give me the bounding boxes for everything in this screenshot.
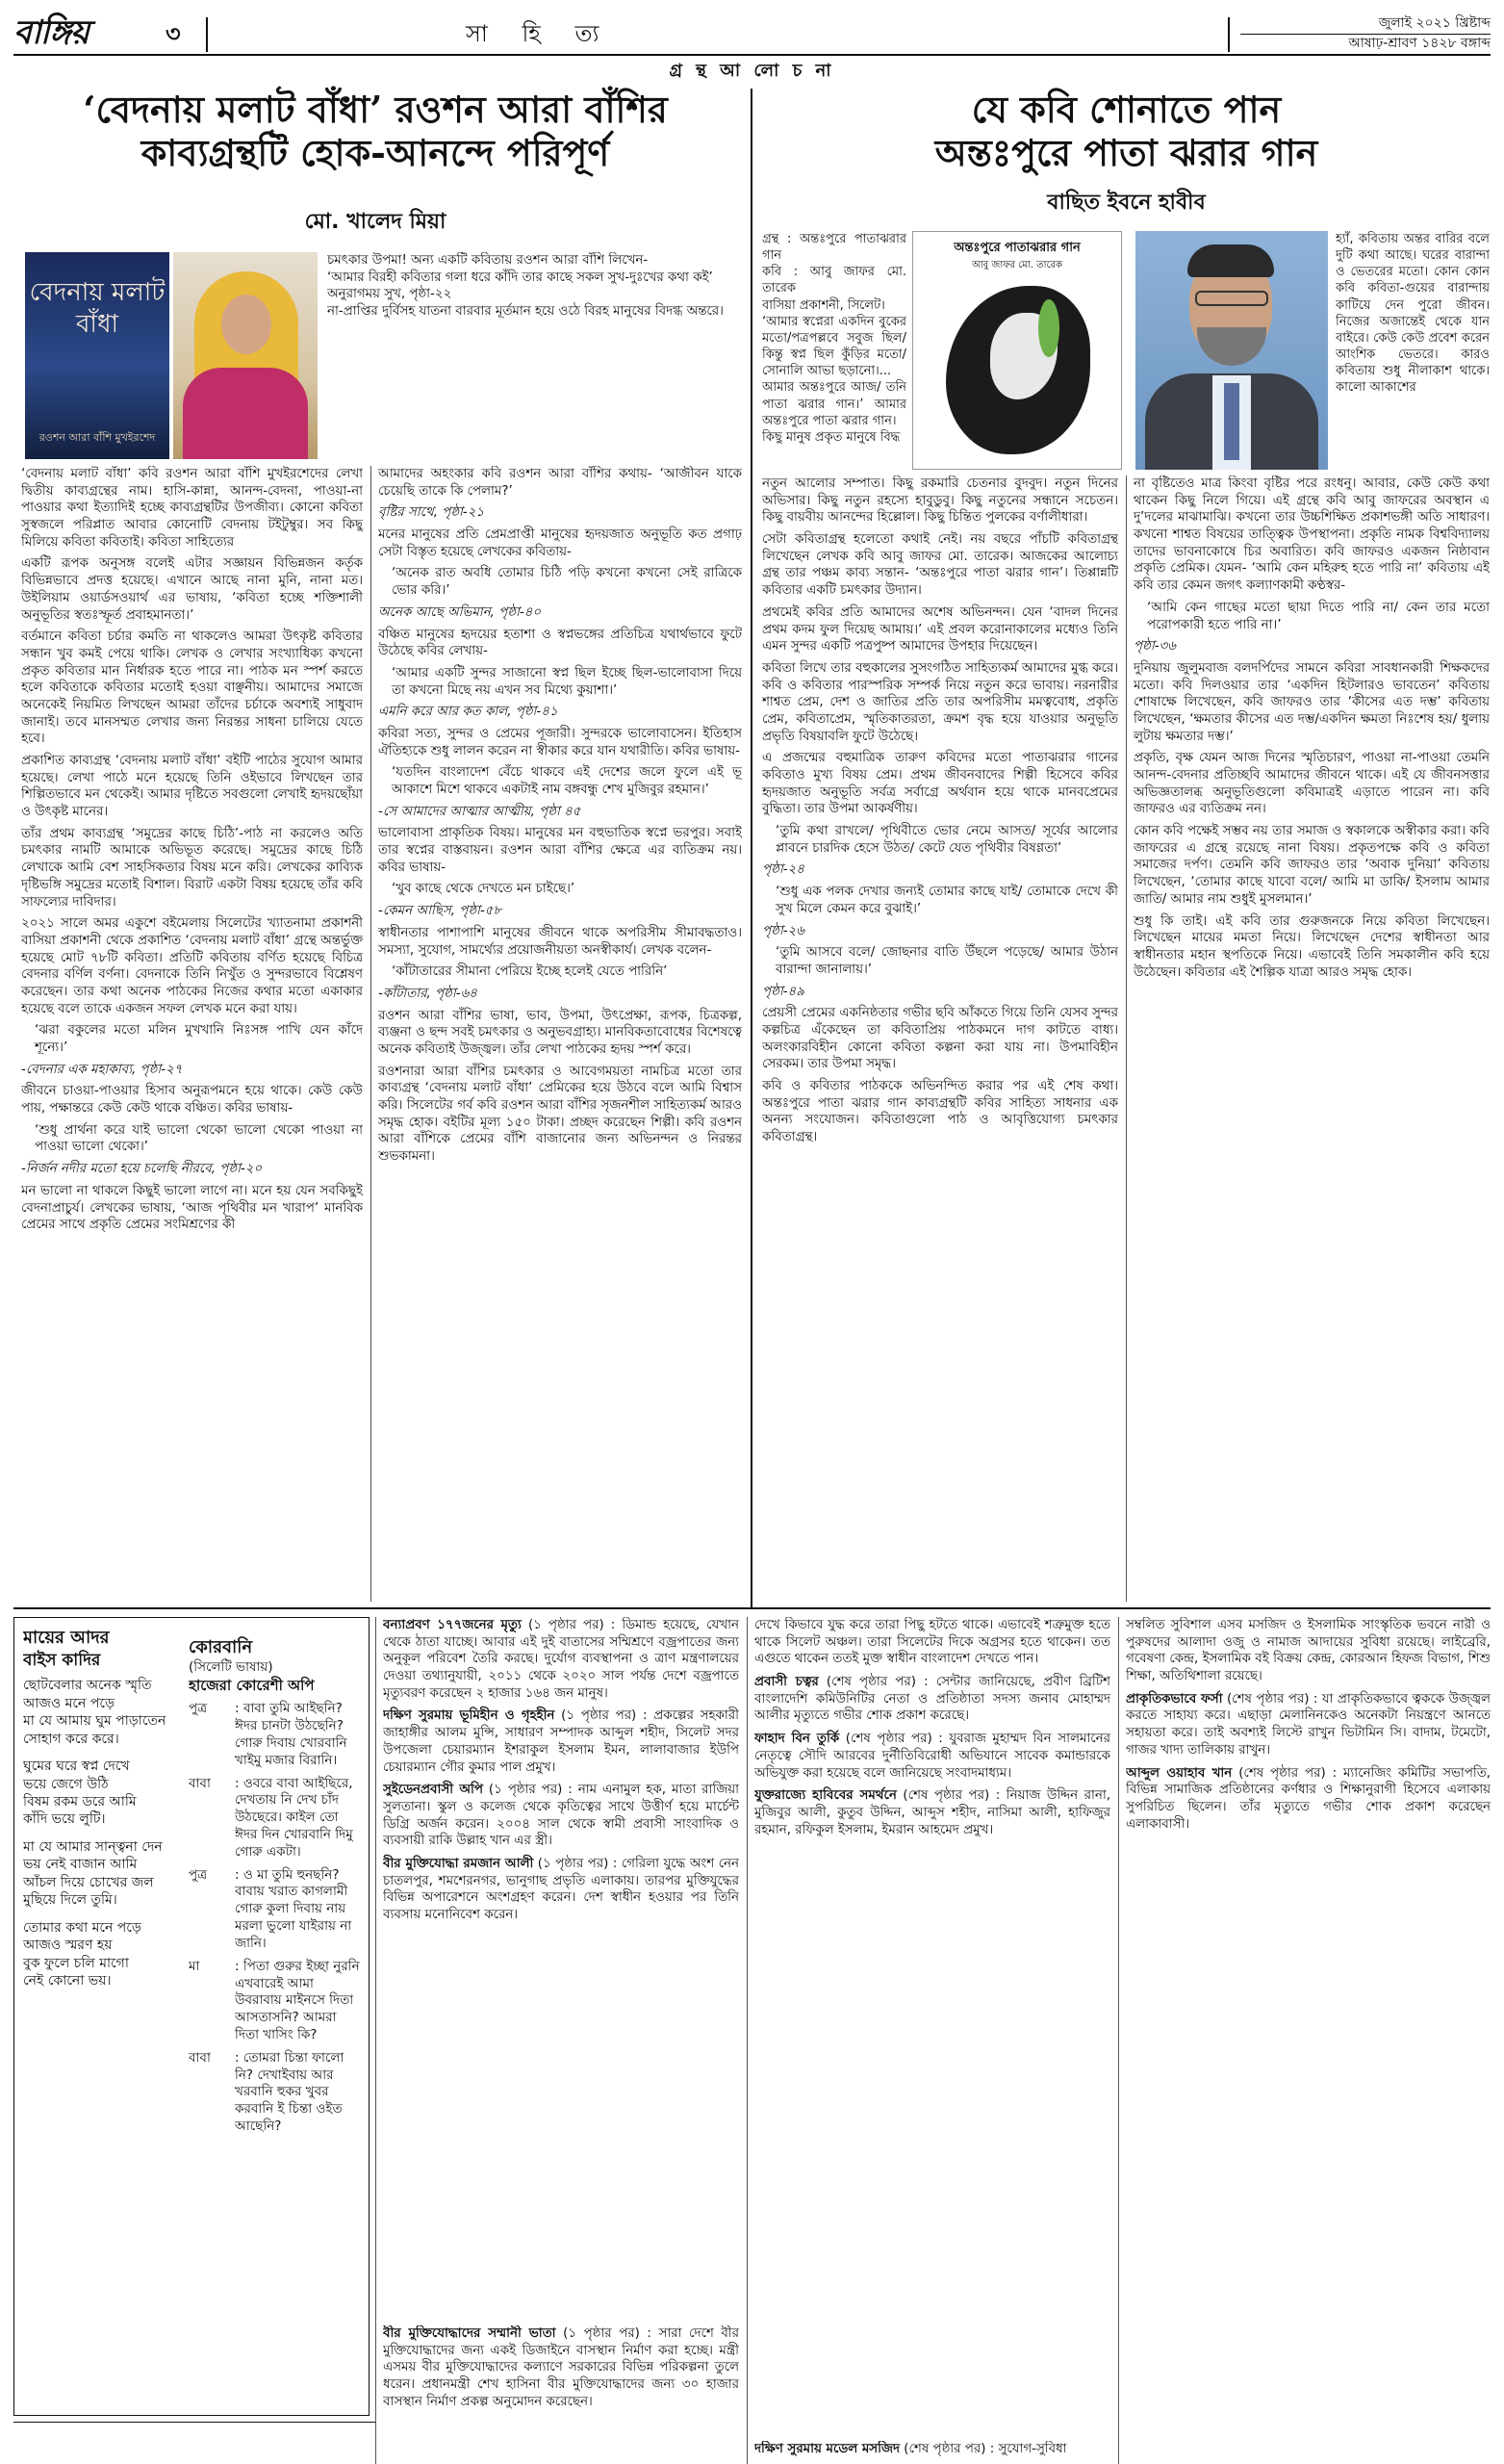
news-headline: প্রাকৃতিকভাবে ফর্সা	[1126, 1691, 1223, 1707]
divider	[206, 17, 208, 52]
poem-title: মায়ের আদর	[23, 1628, 110, 1648]
right-article-headline	[762, 89, 1491, 175]
news-text: (শেষ পৃষ্ঠার পর) : সুযোগ-সুবিধা	[904, 2442, 1067, 2456]
paragraph: কোন কবি পক্ষেই সম্ভব নয় তার সমাজ ও স্বকালকে অস্বীকার করা। কবি জাফরের এ গ্রন্থে রয়েছে নানা বিষয়। প্রকৃতপক্ষে কবি ও কবিতা সমাজের দর্পণ। তেমনি কবি জাফরও তার ‘অবাক দুনিয়া’ কবিতায় লিখেছেন, ‘তোমার কাছে যাবো বলে/ আমি মা ডাকি/ ইসলাম আমার জাতি/ আমার নাম শুধুই মুসলমান।’	[1134, 824, 1490, 907]
divider	[13, 2422, 375, 2423]
paragraph: বর্তমানে কবিতা চর্চার কমতি না থাকলেও আমরা উৎকৃষ্ট কবিতার সন্ধান খুব কমই পেয়ে থাকি। লেখক ও লেখার সংখ্যাধিক্য কখনো প্রকৃত কবিতার মান নির্ধারক হতে পারে না। পাঠক মন স্পর্শ করতে হলে কবিতাকে কবিতার মতোই হওয়া বাঞ্ছনীয়। আমাদের সমাজে অনেকেই নিয়মিত লিখছেন আমরা তাঁদের চর্চাকে অবশ্যই সাধুবাদ জানাই। তবে মানসম্মত লেখার জন্য নিরন্তর সাধনা চালিয়ে যেতে হবে।	[21, 629, 363, 747]
section-divider	[13, 1607, 1491, 1609]
paragraph: কবিরা সত্য, সুন্দর ও প্রেমের পূজারী। সুন্দরকে ভালোবাসেন। ইতিহাস ঐতিহ্যকে শুধু লালন করেন না স্বীকার করে যান যথারীতি। কবির ভাষায়-	[378, 726, 742, 758]
right-intro-column: গ্রন্থ : অন্তঃপুরে পাতাঝরার গান কবি : আবু জাফর মো. তারেক বাসিয়া প্রকাশনী, সিলেট। ‘আমার স্বপ্নেরা একদিন বুকের মতো/পত্রপল্লবে সবুজ ছিল/ কিন্তু স্বপ্ন ছিল কুঁড়ির মতো/ সোনালি আভা ছড়ানো।... আমার অন্তঃপুরে আজ/ তনি পাতা ঝরার গান।’ আমার অন্তঃপুরে পাতা ঝরার গান। কিছু মানুষ প্রকৃত মানুষে বিদ্ধ	[762, 232, 906, 445]
paragraph: নতুন আলোর সম্পাত। কিছু রকমারি চেতনার বুদবুদ। নতুন দিনের অভিসার। কিছু নতুন রহস্যে হাবুডুবু। কিছু নতুনের সন্ধানে সচেতন। কিছু বায়বীয় আনন্দের হিল্লোল। কিছু চিন্তিত পুলকের বর্ণালীধারা।	[762, 476, 1118, 526]
poem-line	[23, 1829, 187, 1838]
news-headline: বন্যাপ্রবণ ১৭৭জনের মৃত্যু	[383, 1618, 522, 1632]
news-text: (শেষ পৃষ্ঠার পর) : যা প্রাকৃতিকভাবে ত্বককে উজ্জ্বল করতে সাহায্য করে। এছাড়া মেলানিনকেও অনেকটা নিয়ন্ত্রণে আনতে সহায়তা করে। তাই অবশ্যই লিস্টে রাখুন ভিটামিন সি। বাদাম, টমেটো, গাজর খাদ্য তালিকায় রাখুন।	[1126, 1691, 1491, 1758]
quote: ‘আমার একটি সুন্দর সাজানো স্বপ্ন ছিল ইচ্ছে ছিল-ভালোবাসা দিয়ে তা কখনো মিছে নয় এখন সব মিথ্যে কুয়াশা।’	[392, 665, 742, 698]
author-photo	[1135, 231, 1328, 470]
headline-line: অন্তঃপুরে পাতা ঝরার গান	[934, 130, 1318, 174]
speaker: মা	[189, 1958, 200, 1974]
speech: : পিতা গুরুর ইচ্ছা নুরনি এখবারেই আমা উবরাবায় মাইনসে দিতা আসতাসনি? আমরা দিতা খাসিং কি?	[235, 1958, 360, 2042]
news-item	[754, 1787, 1110, 1838]
quote: ‘যতদিন বাংলাদেশ বেঁচে থাকবে এই দেশের জলে ফুলে এই ভূ আকাশে মিশে থাকবে একটাই নাম বঙ্গবন্ধু শেখ মুজিবুর রহমান।’	[392, 765, 742, 797]
poem-dialog-row	[189, 1776, 364, 1861]
news-item	[383, 1617, 739, 1702]
author-photo	[173, 252, 318, 459]
quote-reference: বৃষ্টির সাথে, পৃষ্ঠা-২১	[378, 505, 485, 521]
divider	[1228, 17, 1230, 52]
left-article-byline: মো. খালেদ মিয়া	[304, 210, 446, 234]
speaker: পুত্র	[189, 1701, 208, 1717]
speech: : ওবরে বাবা আইছিরে, দেখতায় নি দেখ চাঁদ উঠছেরে। কাইল তো ঈদর দিন খোরবানি দিমু গোরু একটা।	[235, 1775, 353, 1860]
poem-line: আজও মনে পড়ে	[23, 1695, 115, 1711]
poem-author: বাইস কাদির	[23, 1650, 101, 1670]
speech: : বাবা তুমি আইছনি? ঈদর চানটা উঠছেনি? গোরু দিবায় খোরবানি খাইমু মজার বিরানি।	[235, 1701, 347, 1768]
column-rule	[1118, 1617, 1119, 2464]
news-bottom-left	[383, 2325, 739, 2460]
news-headline: বীর মুক্তিযোদ্ধাদের সম্মানী ভাতা	[383, 2326, 556, 2341]
book-cover-image	[912, 231, 1122, 470]
page-number: ৩	[166, 20, 181, 47]
column-rule	[747, 1617, 748, 2464]
left-article-column-2	[378, 466, 742, 1602]
right-intro-side-column: হ্যাঁ, কবিতায় অন্তর বারির বলে দুটি কথা আছে। ঘরের বারান্দা ও ভেতরের মতো। কোন কোন কবি কবিতা-গুয়ের বারান্দায় কাটিয়ে দেন পুরো জীবন। নিজের অজান্তেই থেকে যান বাইরে। কেউ কেউ প্রবেশ করেন আংশিক ভেতরে। কারও কবিতায় শুধু নীলাকাশ থাকে। কালো আকাশের	[1336, 232, 1490, 396]
quote: ‘খুব কাছে থেকে দেখতে মন চাইছে।’	[392, 882, 575, 897]
paragraph: ‘বেদনায় মলাট বাঁধা’ কবি রওশন আরা বাঁশি মুখইরশেদের লেখা দ্বিতীয় কাব্যগ্রন্থের নাম। হাসি-কান্না, আনন্দ-বেদনা, পাওয়া-না পাওয়ার কথা ইত্যাদিই হচ্ছে কাব্যগ্রন্থটির উপজীব্য। কোনো কবিতা সুস্বজলে পরিপ্লাত আবার কোনোটি বেদনায় টইটুম্বুর। সব কিছু মিলিয়ে কবিতা কবিতাই। কবিতা সাহিত্যের	[21, 467, 363, 550]
quote-reference: এমনি করে আর কত কাল, পৃষ্ঠা-৪১	[378, 705, 558, 720]
poem-subtitle: (সিলেটি ভাষায়)	[189, 1658, 273, 1675]
poem-dialog-row	[189, 2050, 364, 2136]
news-headline: দক্ষিণ সুরমায় ভূমিহীন ও গৃহহীন	[383, 1708, 555, 1724]
quote: ‘শুধু প্রার্থনা করে যাই ভালো থেকো ভালো থেকো পাওয়া না পাওয়া ভালো থেকো।’	[35, 1122, 363, 1155]
paragraph: শুধু কি তাই। এই কবি তার গুরুজনকে নিয়ে কবিতা লিখেছেন। লিখেছেন মায়ের মমতা নিয়ে। লিখেছেন দেশের স্বাধীনতা আর স্বাধীনতার মহান স্থপতিকে নিয়ে। এভাবেই তিনি সমকালীন কবি হয়ে উঠেছেন। কবিতার এই শৈল্পিক যাত্রা আরও সমৃদ্ধ হোক।	[1134, 913, 1490, 980]
news-text: (শেষ পৃষ্ঠার পর) : যুবরাজ মুহাম্মদ বিন সালমানের নেতৃত্বে সৌদি আরবের দুর্নীতিবিরোধী অভিযানে সাবেক কমান্ডারকে অভিযুক্ত করা হয়েছে বলে জানিয়েছে সংবাদমাধ্যম।	[754, 1732, 1110, 1781]
news-item	[383, 1707, 739, 1776]
left-article-headline	[13, 89, 737, 175]
poem-line	[23, 1910, 187, 1919]
quote: ‘ঝরা বকুলের মতো মলিন মুখখানি নিঃসঙ্গ পাখি যেন কাঁদে শূন্যে।’	[35, 1023, 363, 1055]
quote: ‘তুমি কথা রাখলে/ পৃথিবীতে ভোর নেমে আসত/ সূর্যের আলোর প্লাবনে চারদিক হেসে উঠত/ কেটে যেত পৃথিবীর বিষণ্ণতা’	[776, 824, 1118, 856]
quote-reference: -সে আমাদের আত্মার আত্মীয়, পৃষ্ঠা ৪৫	[378, 804, 581, 819]
poem-dialog-row	[189, 1701, 364, 1769]
right-article-byline: বাছিত ইবনে হাবীব	[1047, 191, 1206, 215]
poem-title: কোরবানি	[189, 1637, 253, 1657]
paragraph: না বৃষ্টিতেও মাত্র কিংবা বৃষ্টির পরে রংধনু। আবার, কেউ কেউ কথা থাকেন কিছু নিলে গিয়ে। এই গ্রন্থে কবি আবু জাফরের অবস্থান এ দু’দলের মাঝামাঝি। কখনো তার উচ্চশিক্ষিত প্রকাশভঙ্গী অতি সাধারণ। কখনো শাশ্বত বিষয়ের তাত্ত্বিক উপস্থাপনা। প্রকৃতি নামক বিশ্ববিদ্যালয় তাদের ভাবনাকোষে চির অবারিত। কবি জাফরও একজন নিষ্ঠাবান প্রকৃতি প্রেমিক। যেমন- ‘আমি কেন মহিরুহ হতে পারি না’ কবিতায় এই কবি তার কেমন জগৎ কল্যাণকামী কণ্ঠস্বর-	[1134, 476, 1490, 594]
quote-reference: -বেদনার এক মহাকাব্য, পৃষ্ঠা-২৭	[21, 1062, 183, 1077]
poem-dialog-row	[189, 1867, 364, 1953]
book-cover-author: রওশন আরা বাঁশি মুখইরশেদ	[38, 431, 156, 445]
left-article-column-1	[21, 466, 363, 1602]
quote: ‘শুধু এক পলক দেখার জন্যই তোমার কাছে যাই/ তোমাকে দেখে কী সুখ মিলে কেমন করে বুঝাই।’	[776, 885, 1118, 916]
news-text: (১ পৃষ্ঠার পর) : নাম এনামুল হক, মাতা রাজিয়া সুলতানা। স্কুল ও কলেজ থেকে কৃতিত্বের সাথে উত্তীর্ণ হয়ে মার্চেন্ট ডিগ্রি অর্জন করেন। ২০০৪ সাল থেকে স্বামী প্রবাসী সাংবাদিক ও ব্যবসায়ী রাকি উল্লাহ খান এর স্ত্রী।	[383, 1783, 739, 1849]
poem-line: মুছিয়ে দিলে তুমি।	[23, 1892, 117, 1909]
newspaper-logo: বাঙ্গিয়	[13, 13, 89, 52]
poem-line: সোহাগ করে করে।	[23, 1731, 119, 1747]
news-item	[1126, 1617, 1491, 1685]
poem-line: তোমার কথা মনে পড়ে	[23, 1919, 141, 1936]
paragraph: কবি ও কবিতার পাঠককে অভিনন্দিত করার পর এই শেষ কথা। অন্তঃপুরে পাতা ঝরার গান কাব্যগ্রন্থটি কবির সাহিত্য সাধনার এক অনন্য সংযোজন। কবিতাগুলো পাঠ ও আবৃত্তিযোগ্য চমৎকার কবিতাগ্রন্থ।	[762, 1079, 1118, 1145]
poem-line: আঁচল দিয়ে চোখের জল	[23, 1874, 154, 1890]
paragraph: ভালোবাসা প্রাকৃতিক বিষয়। মানুষের মন বহুভাতিক স্বপ্নে ভরপুর। সবাই তার স্বপ্নের বাস্তবায়ন। রওশন আরা বাঁশির ক্ষেত্রে এর ব্যতিক্রম নয়। কবির ভাষায়-	[378, 826, 742, 875]
news-headline: সুইডেনপ্রবাসী অপি	[383, 1783, 483, 1798]
headline-line: ‘বেদনায় মলাট বাঁধা’ রওশন আরা বাঁশির	[83, 88, 668, 131]
column-rule	[370, 466, 371, 1602]
news-item	[754, 1617, 1110, 1668]
news-headline: যুক্তরাজ্যে হাবিবের সমর্থনে	[754, 1788, 897, 1804]
news-headline: দক্ষিণ সুরমায় মডেল মসজিদ	[754, 2442, 900, 2456]
poem-lines	[23, 1677, 187, 1990]
poem-line: বিষম রকম ডরে আমি	[23, 1794, 137, 1810]
news-column-1	[383, 1617, 739, 2320]
paragraph: ২০২১ সালে অমর একুশে বইমেলায় সিলেটের খ্যাতনামা প্রকাশনী বাসিয়া প্রকাশনী থেকে প্রকাশিত ‘বেদনায় মলাট বাঁধা’ গ্রন্থে অন্তর্ভুক্ত হয়েছে মোট ৭৮টি কবিতা। প্রতিটি কবিতায় বর্ণিত হয়েছে বিচিত্র বেদনার বর্ণিল বর্ণনা। বেদনাকে তিনি নিখুঁত ও সুন্দরভাবে বিশ্লেষণ করেছেন। তার কথা অনেক পাঠকের নিজের কথার মতো একাকার হয়েছে বলে তাকে একজন সফল লেখক মনে করা যায়।	[21, 916, 363, 1016]
column-rule	[375, 1617, 376, 2464]
news-item	[1126, 1691, 1491, 1759]
quote-reference: পৃষ্ঠা-২৬	[762, 923, 804, 938]
right-article-column-1	[762, 475, 1118, 1602]
book-cover-image	[25, 252, 169, 459]
poem-author: হাজেরা কোরেশী অপি	[189, 1676, 315, 1694]
right-article-column-2	[1134, 475, 1490, 1602]
news-headline: ফাহাদ বিন তুর্কি	[754, 1732, 840, 1747]
quote-reference: পৃষ্ঠা-৪৯	[762, 984, 804, 999]
poem-line: কাঁদি ভয়ে লুটি।	[23, 1811, 106, 1828]
paragraph: একটি রূপক অনুসঙ্গ বলেই এটার সজ্ঞায়ন বিভিন্নজন কর্তৃক বিভিন্নভাবে প্রদত্ত হয়েছে। এখানে আছে নানা মুনি, নানা মত। উইলিয়াম ওয়ার্ডসওয়ার্থ এর ভাষায়, ‘কবিতা হচ্ছে শক্তিশালী অনুভূতির স্বতঃস্ফূর্ত প্রবাহমানতা।’	[21, 556, 363, 623]
headline-line: যে কবি শোনাতে পান	[971, 88, 1282, 131]
quote-reference: অনেক আছে অভিমান, পৃষ্ঠা-৪০	[378, 604, 542, 620]
paragraph: বঞ্চিত মানুষের হৃদয়ের হতাশা ও স্বপ্নভঙ্গের প্রতিচিত্র যথার্থভাবে ফুটে উঠেছে কবির লেখায়-	[378, 627, 742, 659]
paragraph: এ প্রজন্মের বহুমাত্রিক তারুণ কবিদের মতো পাতাঝরার গানের কবিতাও মুখ্য বিষয় প্রেম। প্রথম জীবনবাদের শিল্পী হিসেবে কবির হৃদয়জাত অনুভূতি সৰ্বত্র সৰ্বাগ্রে অৰ্থবান হয়ে থাকে মানবপ্রেমের বুদ্ধিতা। তার উপমা আকর্ষণীয়।	[762, 751, 1118, 817]
poem-1	[23, 1627, 187, 2406]
paragraph: প্রকাশিত কাব্যগ্রন্থ ‘বেদনায় মলাট বাঁধা’ বইটি পাঠের সুযোগ আমার হয়েছে। লেখা পাঠে মনে হয়েছে তিনি ওইভাবে লিখছেন তার শিল্পিতভাবে মন থেকেই। আমার দৃষ্টিতে সবগুলো লেখাই হৃদয়ছোঁয়া ও উৎকৃষ্ট মানের।	[21, 754, 363, 820]
news-headline: বীর মুক্তিযোদ্ধা রমজান আলী	[383, 1856, 534, 1871]
news-item	[1126, 1765, 1491, 1834]
news-headline: প্রবাসী চত্বর	[754, 1675, 819, 1690]
paragraph: স্বাধীনতার পাশাপাশি মানুষের জীবনে থাকে অপরিসীম সীমাবদ্ধতাও। সমস্যা, সুযোগ, সামর্থ্যের প্রয়োজনীয়তা অনস্বীকার্য। লেখক বলেন-	[378, 925, 742, 958]
news-item	[754, 1674, 1110, 1725]
speech: : তোমরা চিন্তা ফালো নি? দেখাইবায় আর খরবানি হুকর খুবর করবানি ই চিন্তা ওইত আছেনি?	[235, 2049, 344, 2135]
quote-reference: পৃষ্ঠা-২৪	[762, 862, 804, 878]
issue-date	[1240, 15, 1491, 52]
poem-2	[189, 1636, 364, 2406]
paragraph: প্রকৃতি, বৃক্ষ যেমন আজ দিনের স্মৃতিচারণ, পাওয়া না-পাওয়া তেমনি আনন্দ-বেদনার প্রতিচ্ছবি আমাদের জীবনে থাকে। এই যে জীবনসত্তার অভিজ্ঞতালব্ধ অনুভূতিগুলো কবিমাত্রই এড়াতে পারেন না। কবি জাফরও এর ব্যতিক্রম নন।	[1134, 751, 1490, 817]
news-item	[383, 1782, 739, 1850]
book-review-kicker: গ্র ন্থ আ লো চ না	[669, 61, 835, 81]
news-item	[383, 1856, 739, 1924]
headline-line: কাব্যগ্রন্থটি হোক-আনন্দে পরিপূর্ণ	[140, 130, 610, 174]
paragraph: জীবনে চাওয়া-পাওয়ার হিসাব অনুরূপমনে হয়ে থাকে। কেউ কেউ পায়, পক্ষান্তরে কেউ কেউ থাকে বঞ্চিত। কবির ভাষায়-	[21, 1084, 363, 1116]
news-headline: আব্দুল ওয়াহাব খান	[1126, 1765, 1233, 1781]
news-text: (১ পৃষ্ঠার পর) : গেরিলা যুদ্ধে অংশ নেন চাতলপুর, শমশেরনগর, ভানুগাছ প্রভৃতি এলাকায়। তারপর মুক্তিযুদ্ধের বিভিন্ন অপারেশনে অংশগ্রহণ করেন। দেশ স্বাধীন হওয়ার পর তিনি ব্যবসায় মনোনিবেশ করেন।	[383, 1856, 739, 1922]
news-text: (১ পৃষ্ঠার পর) : প্রকল্পের সহকারী জাহাঙ্গীর আলম মুন্সি, সাধারণ সম্পাদক আব্দুল শহীদ, সিলেট সদর উপজেলা চেয়ারম্যান ইশরাকুল ইসলাম ইমন, লালাবাজার ইউপি চেয়ারম্যান গৌর কুমার পাল প্রমুখ।	[383, 1708, 739, 1775]
quote-reference: -নির্জন নদীর মতো হয়ে চলেছি নীরবে, পৃষ্ঠা-২০	[21, 1162, 263, 1177]
quote: ‘তুমি আসবে বলে/ জোছনার বাতি উঁছলে পড়েছে/ আমার উঠান বারান্দা জানালায়।’	[776, 945, 1118, 977]
quote: ‘অনেক রাত অবধি তোমার চিঠি পড়ি কখনো কখনো সেই রাত্রিকে ভোর করি।’	[392, 566, 742, 599]
paragraph: মন ভালো না থাকলে কিছুই ভালো লাগে না। মনে হয় যেন সবকিছুই বেদনাপ্রাচুর্য। লেখকের ভাষায়, ‘আজ পৃথিবীর মন খারাপ’ মানবিক প্রেমের সাথে প্রকৃতি প্রেমের সংমিশ্রণের কী	[21, 1183, 363, 1233]
quote-reference: -কাঁটাতার, পৃষ্ঠা-৬৪	[378, 986, 477, 1001]
poem-line: নেই কোনো ভয়।	[23, 1973, 112, 1989]
paragraph: সেটা কবিতাগ্রন্থ হলেতো কথাই নেই। নয় বছরে পাঁচটি কবিতাগ্রন্থ লিখেছেন লেখক কবি আবু জাফর মো. তারেক। আজকের আলোচ্য গ্রন্থ তার পঞ্চম কাব্য সন্তান- ‘অন্তঃপুরে পাতা ঝরার গান’। তিপ্পান্নটি কবিতার একটি চমৎকার উদ্যান।	[762, 532, 1118, 599]
quote: ‘কাঁটাতারের সীমানা পেরিয়ে ইচ্ছে হলেই যেতে পারিনি’	[392, 964, 668, 980]
news-text: সম্বলিত সুবিশাল এসব মসজিদ ও ইসলামিক সাংস্কৃতিক ভবনে নারী ও পুরুষদের আলাদা ওজু ও নামাজ আদায়ের সুবিধা রয়েছে। লাইব্রেরি, গবেষণা কেন্দ্র, ইসলামিক বই বিক্রয় কেন্দ্র, কোরআন হিফজ বিভাগ, শিশু শিক্ষা, অতিথিশালা রয়েছে।	[1126, 1618, 1491, 1684]
paragraph: রওশনারা আরা বাঁশির চমৎকার ও আবেগময়তা নামচিত্র মতো তার কাব্যগ্রন্থ ‘বেদনায় মলাট বাঁধা’ প্রেমিকের হয়ে উঠবে বলে আমি বিশ্বাস করি। সিলেটের গর্ব কবি রওশন আরা বাঁশির সৃজনশীল সাহিত্যকর্ম আরও সমৃদ্ধ হোক। বইটির মূল্য ১৫০ টাকা। প্রচ্ছদ করেছেন শিল্পী। কবি রওশন আরা বাঁশিকে প্রেমের বাঁশি বাজানোর জন্য অভিনন্দন ও নিরন্তর শুভকামনা।	[378, 1064, 742, 1165]
news-text: (শেষ পৃষ্ঠার পর) : সেন্টার জানিয়েছে, প্রবীণ ব্রিটিশ বাংলাদেশি কমিউনিটির নেতা ও প্রতিষ্ঠাতা সদস্য জনাব মোহাম্মদ আলীর মৃত্যুতে গভীর শোক প্রকাশ করেছে।	[754, 1675, 1110, 1724]
news-text: দেখে কিভাবে যুদ্ধ করে তারা পিছু হটতে থাকে। এভাবেই শত্রুমুক্ত হতে থাকে সিলেট অঞ্চল। তারা সিলেটের দিকে অগ্রসর হতে থাকেন। তত এগুতে থাকেন ততই মুক্ত স্বাধীন বাংলাদেশ দেখতে পান।	[754, 1618, 1110, 1667]
news-item	[754, 1731, 1110, 1782]
column-rule	[1126, 475, 1127, 1602]
poem-line: মা যে আমার সান্ত্বনা দেন	[23, 1838, 163, 1855]
poem-line	[23, 1748, 187, 1758]
book-cover-title: অন্তঃপুরে পাতাঝরার গান	[954, 241, 1081, 255]
paragraph: কবিতা লিখে তার বহুকালের সুসংগঠিত সাহিত্যকর্ম আমাদের মুগ্ধ করে। কবি ও কবিতার পারস্পরিক সম্পর্ক নিয়ে নতুন করে ভাবায়। নরনারীর শাশ্বত প্রেম, দেশ ও জাতির প্রতি তার অপরিসীম মমত্ববোধ, প্রকৃতি প্রেম, কবিতাপ্রেম, স্মৃতিকাতরতা, ক্রমশ বৃদ্ধ হয়ে যাওয়ার অনুভূতি প্রভৃতি বিষয়াবলি ফুটে উঠেছে।	[762, 660, 1118, 744]
book-cover-title: বেদনায় মলাট বাঁধা	[29, 278, 166, 339]
news-column-2	[754, 1617, 1110, 2435]
issue-date-gregorian: জুলাই ২০২১ খ্রিষ্টাব্দ	[1240, 15, 1491, 35]
poem-line: ভয় নেই বাজান আমি	[23, 1857, 138, 1873]
paragraph: রওশন আরা বাঁশির ভাষা, ভাব, উপমা, উৎপ্রেক্ষা, রূপক, চিত্রকল্প, ব্যঞ্জনা ও ছন্দ সবই চমৎকার ও অনুভবগ্রাহ্য। মানবিকতাবোধের বিশেষত্বে অনেক কবিতাই উজ্জ্বল। তাঁর লেখা পাঠকের হৃদয় স্পর্শ করে।	[378, 1008, 742, 1057]
quote-reference: পৃষ্ঠা-৩৬	[1134, 639, 1176, 654]
paragraph: প্রথমেই কবির প্রতি আমাদের অশেষ অভিনন্দন। যেন ‘বাদল দিনের প্রথম কদম ফুল দিয়েছ আমায়।’ এই প্রবল করোনাকালের মধ্যেও তিনি এমন সুন্দর একটি পত্রপুষ্প আমাদের উপহার দিয়েছেন।	[762, 604, 1118, 654]
poem-line: ছোটবেলার অনেক স্মৃতি	[23, 1678, 152, 1694]
speaker: বাবা	[189, 2049, 211, 2066]
speaker: বাবা	[189, 1775, 211, 1791]
quote: ‘আমি কেন গাছের মতো ছায়া দিতে পারি না/ কেন তার মতো পরোপকারী হতে পারি না।’	[1147, 600, 1490, 632]
section-title: সা হি ত্য	[466, 20, 613, 47]
news-text: (১ পৃষ্ঠার পর) : সারা দেশে বীর মুক্তিযোদ্ধাদের জন্য একই ডিজাইনে বাসস্থান নির্মাণ করা হচ্ছে। মন্ত্রী এসময় বীর মুক্তিযোদ্ধাদের কল্যাণে সরকারের বিভিন্ন পরিকল্পনা তুলে ধরেন। প্রধানমন্ত্রী শেখ হাসিনা বীর মুক্তিযোদ্ধাদের জন্য ৩০ হাজার বাসস্থান নির্মাণ প্রকল্প অনুমোদন করেছেন।	[383, 2326, 739, 2409]
left-intro-side-column: চমৎকার উপমা! অন্য একটি কবিতায় রওশন আরা বাঁশি লিখেন- ‘আমার বিরহী কবিতার গলা ধরে কাঁদি তার কাছে সকল সুখ-দুঃখের কথা কই’ অনুরাগময় সুখ, পৃষ্ঠা-২২ না-প্রাপ্তির দুর্বিসহ যাতনা বারবার মূর্তমান হয়ে ওঠে বিরহ মানুষের বিদগ্ধ অন্তরে।	[327, 253, 724, 320]
news-text: (শেষ পৃষ্ঠার পর) : ম্যানেজিং কমিটির সভাপতি, বিভিন্ন সামাজিক প্রতিষ্ঠানের কর্ণধার ও শিক্ষানুরাগী হিসেবে এলাকায় সুপরিচিত ছিলেন। তাঁর মৃত্যুতে গভীর শোক প্রকাশ করেছেন এলাকাবাসী।	[1126, 1765, 1491, 1832]
poem-line: মা যে আমায় ঘুম পাড়াতেন	[23, 1713, 166, 1730]
poem-line: আজও স্মরণ হয়	[23, 1938, 113, 1954]
speech: : ও মা তুমি হুনছনি? বাবায় খরাত কাগলামী গোরু কুলা দিবায় নায় মরলা ভুলো যাইরায় না জানি।	[235, 1866, 352, 1951]
paragraph: আমাদের অহংকার কবি রওশন আরা বাঁশির কথায়- ‘আজীবন যাকে চেয়েছি তাকে কি পেলাম?’	[378, 467, 742, 499]
paragraph: প্রেয়সী প্রেমের একনিষ্ঠতার গভীর ছবি আঁকতে গিয়ে তিনি যেসব সুন্দর কল্পচিত্র এঁকেছেন তা কবিতাপ্রিয় পাঠকমনে দাগ কাটতে বাধ্য। অলংকারবিহীন কোনো কবিতা কল্পনা করা যায় না। উপমাবিহীন সেরকম। তার উপমা সমৃদ্ধ।	[762, 1006, 1118, 1072]
poem-line: ভয়ে জেগে উঠি	[23, 1776, 109, 1792]
news-bottom-mid	[754, 2441, 1110, 2462]
article-divider	[751, 89, 752, 1607]
poem-dialog	[189, 1701, 364, 2136]
paragraph: মনের মানুষের প্রতি প্রেমপ্রাপ্তী মানুষের হৃদয়জাত অনুভূতি কত প্রগাঢ় সেটা বিস্তৃত হয়েছে লেখকের কবিতায়-	[378, 527, 742, 559]
poem-dialog-row	[189, 1959, 364, 2044]
news-column-3	[1126, 1617, 1491, 2454]
poem-line: ঘুমের ঘরে স্বপ্ন দেখে	[23, 1758, 130, 1775]
quote-reference: -কেমন আছিস, পৃষ্ঠা-৫৮	[378, 904, 502, 919]
paragraph: তাঁর প্রথম কাব্যগ্রন্থ ‘সমুদ্রের কাছে চিঠি’-পাঠ না করলেও অতি চমৎকার নামটি আমাকে অভিভূত করেছে। সমুদ্রের কাছে চিঠি লেখাকে আমি বেশ সাহসিকতার বিষয় মনে করি। লেখকের কাব্যিক দৃষ্টিভঙ্গি সমুদ্রের মতোই বিশাল। বিরাট একটা বিষয় হয়েছে তাঁর কবি সাফল্যের দাবিদার।	[21, 826, 363, 910]
poem-line: বুক ফুলে চলি মাগো	[23, 1955, 129, 1971]
book-cover-author: আবু জাফর মো. তারেক	[971, 260, 1063, 270]
masthead	[13, 13, 1491, 56]
news-text: (শেষ পৃষ্ঠার পর) : নিয়াজ উদ্দিন রানা, মুজিবুর আলী, কুতুব উদ্দিন, আব্দুস শহীদ, নাসিমা আলী, হাফিজুর রহমান, রফিকুল ইসলাম, ইমরান আহমেদ প্রমুখ।	[754, 1788, 1110, 1837]
issue-date-bengali: আষাঢ়-শ্রাবণ ১৪২৮ বঙ্গাব্দ	[1348, 35, 1491, 51]
paragraph: দুনিয়ায় জুলুমবাজ বলদর্পিদের সামনে কবিরা সাবধানকারী শিক্ষকদের মতো। কবি দিলওয়ার তার ‘একদিন হিটলারও ভাবতেন’ কবিতায় শোষাক্ষে লিখেছেন, কবি জাফরও তার ‘কীসের এত দম্ভ’ কবিতায় লিখেছেন, ‘ক্ষমতার কীসের এত দম্ভ/একদিন ক্ষমতা নিঃশেষ হয়/ ধুলায় লুটায় ক্ষমতার দম্ভ।’	[1134, 660, 1490, 744]
news-text: (১ পৃষ্ঠার পর) : ডিমান্ড হয়েছে, যেখান থেকে ঠাতা যাচ্ছে। আবার এই দুই বাতাসের সম্মিশ্রণে বজ্রপাতের জন্য অনুকূল পরিবেশ তৈরি করছে। দুর্যোগ ব্যবস্থাপনা ও ত্রাণ মন্ত্রণালয়ের দেওয়া তথ্যানুযায়ী, ২০১১ থেকে ২০২০ সাল পর্যন্ত দেশে বজ্রপাতে মৃত্যুবরণ করেছেন ২ হাজার ১৬৪ জন মানুষ।	[383, 1618, 739, 1701]
speaker: পুত্র	[189, 1866, 208, 1883]
